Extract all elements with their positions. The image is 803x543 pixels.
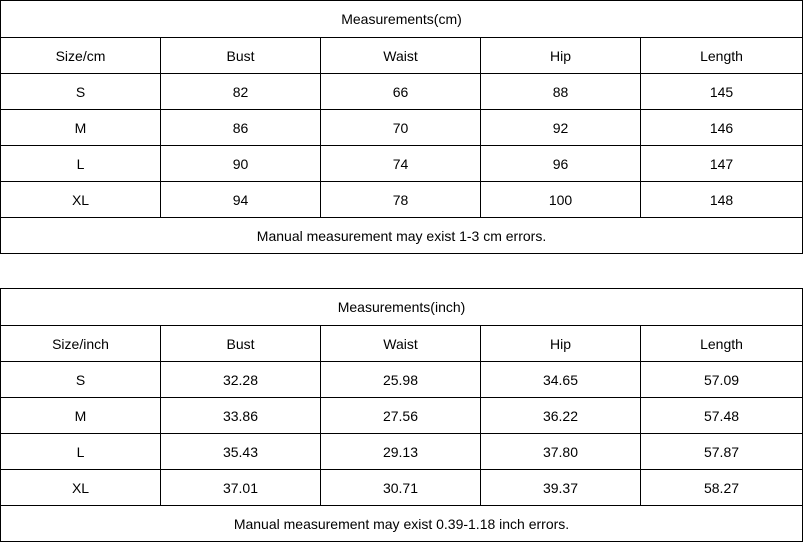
cell-hip: 96	[481, 146, 641, 182]
cell-bust: 94	[161, 182, 321, 218]
cell-size: XL	[1, 182, 161, 218]
cell-bust: 35.43	[161, 434, 321, 470]
table-row	[1, 110, 803, 146]
cell-waist: 27.56	[321, 398, 481, 434]
size-chart-cm-table	[0, 0, 803, 254]
table-title-row	[1, 1, 803, 38]
cell-waist: 29.13	[321, 434, 481, 470]
cell-waist: 66	[321, 74, 481, 110]
cell-size: M	[1, 110, 161, 146]
cell-bust: 82	[161, 74, 321, 110]
cell-length: 57.09	[641, 362, 803, 398]
table-row	[1, 74, 803, 110]
cell-length: 58.27	[641, 470, 803, 506]
cell-waist: 78	[321, 182, 481, 218]
table-note-row	[1, 218, 803, 254]
cell-hip: 36.22	[481, 398, 641, 434]
cell-size: L	[1, 146, 161, 182]
cell-size: S	[1, 74, 161, 110]
header-waist: Waist	[321, 38, 481, 74]
cell-bust: 32.28	[161, 362, 321, 398]
table-header-row	[1, 38, 803, 74]
table-row	[1, 362, 803, 398]
cell-hip: 88	[481, 74, 641, 110]
cell-length: 145	[641, 74, 803, 110]
cell-hip: 100	[481, 182, 641, 218]
table-note: Manual measurement may exist 1-3 cm errors.	[1, 218, 803, 254]
cell-size: S	[1, 362, 161, 398]
table-row	[1, 470, 803, 506]
cell-bust: 33.86	[161, 398, 321, 434]
header-hip: Hip	[481, 326, 641, 362]
cell-length: 146	[641, 110, 803, 146]
cell-size: M	[1, 398, 161, 434]
cell-waist: 70	[321, 110, 481, 146]
table-row	[1, 146, 803, 182]
table-note-row	[1, 506, 803, 542]
size-chart-inch-table	[0, 288, 803, 542]
table-title: Measurements(inch)	[1, 289, 803, 326]
table-title: Measurements(cm)	[1, 1, 803, 38]
cell-hip: 92	[481, 110, 641, 146]
cell-length: 147	[641, 146, 803, 182]
table-row	[1, 398, 803, 434]
cell-length: 57.87	[641, 434, 803, 470]
table-row	[1, 434, 803, 470]
cell-hip: 37.80	[481, 434, 641, 470]
header-size: Size/inch	[1, 326, 161, 362]
cell-bust: 37.01	[161, 470, 321, 506]
header-bust: Bust	[161, 326, 321, 362]
table-note: Manual measurement may exist 0.39-1.18 inch errors.	[1, 506, 803, 542]
cell-waist: 74	[321, 146, 481, 182]
cell-waist: 25.98	[321, 362, 481, 398]
header-hip: Hip	[481, 38, 641, 74]
header-size: Size/cm	[1, 38, 161, 74]
cell-hip: 39.37	[481, 470, 641, 506]
cell-bust: 86	[161, 110, 321, 146]
table-title-row	[1, 289, 803, 326]
cell-length: 57.48	[641, 398, 803, 434]
header-length: Length	[641, 326, 803, 362]
header-bust: Bust	[161, 38, 321, 74]
cell-hip: 34.65	[481, 362, 641, 398]
cell-waist: 30.71	[321, 470, 481, 506]
table-row	[1, 182, 803, 218]
table-header-row	[1, 326, 803, 362]
header-length: Length	[641, 38, 803, 74]
cell-bust: 90	[161, 146, 321, 182]
cell-size: XL	[1, 470, 161, 506]
cell-size: L	[1, 434, 161, 470]
cell-length: 148	[641, 182, 803, 218]
header-waist: Waist	[321, 326, 481, 362]
